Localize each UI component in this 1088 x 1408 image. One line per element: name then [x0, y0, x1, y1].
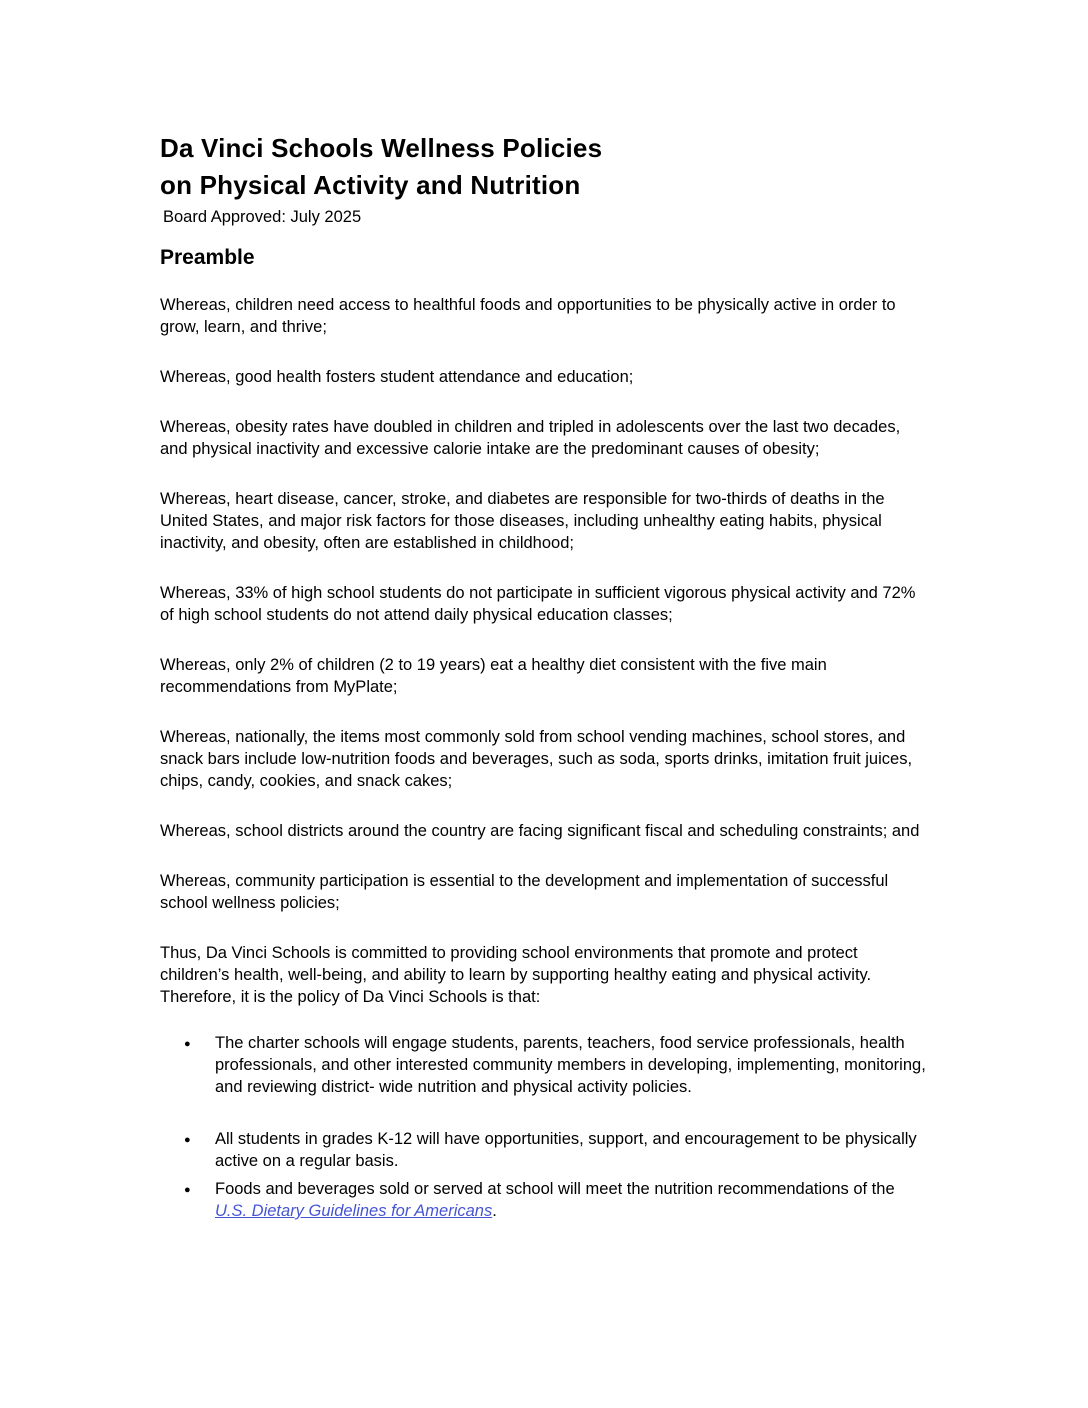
bullet-marker: ● [184, 1134, 191, 1146]
preamble-paragraph: Whereas, good health fosters student attendance and education; [160, 368, 634, 386]
list-item [160, 1128, 930, 1172]
bullet-text: . [492, 1202, 497, 1220]
board-approved-line: Board Approved: July 2025 [163, 208, 362, 226]
preamble-paragraph: Whereas, nationally, the items most commonly sold from school vending machines, school stores, and snack bars include low-nutrition foods and beverages, such as soda, sports drinks, imitation fruit juices, chips, candy, cookies, and snack cakes; [160, 728, 913, 790]
bullet-text: The charter schools will engage students, parents, teachers, food service professionals, health professionals, and other interested community members in developing, implementing, monitoring, and reviewing district- wide nutrition and physical activity policies. [215, 1034, 926, 1096]
preamble-paragraph: Thus, Da Vinci Schools is committed to providing school environments that promote and protect children’s health, well-being, and ability to learn by supporting healthy eating and physical activity. Therefore, it is the policy of Da Vinci Schools is that: [160, 944, 872, 1006]
list-item [160, 1178, 930, 1222]
bullet-text: All students in grades K-12 will have opportunities, support, and encouragement to be physically active on a regular basis. [215, 1130, 917, 1170]
preamble-paragraph: Whereas, obesity rates have doubled in children and tripled in adolescents over the last two decades, and physical inactivity and excessive calorie intake are the predominant causes of obesity; [160, 418, 901, 458]
dietary-guidelines-link[interactable]: U.S. Dietary Guidelines for Americans [215, 1202, 493, 1220]
bullet-marker: ● [184, 1184, 191, 1196]
bullet-marker: ● [184, 1038, 191, 1050]
preamble-paragraph: Whereas, heart disease, cancer, stroke, and diabetes are responsible for two-thirds of deaths in the United States, and major risk factors for those diseases, including unhealthy eating habits, physical inactivity, and obesity, often are established in childhood; [160, 490, 885, 552]
section-heading-preamble: Preamble [160, 246, 255, 269]
policy-bullet-list [160, 1032, 930, 1222]
document-title [160, 130, 930, 204]
bullet-text: Foods and beverages sold or served at school will meet the nutrition recommendations of the [215, 1180, 895, 1198]
preamble-paragraph: Whereas, community participation is essential to the development and implementation of successful school wellness policies; [160, 872, 889, 912]
preamble-paragraph: Whereas, children need access to healthful foods and opportunities to be physically active in order to grow, learn, and thrive; [160, 296, 896, 336]
preamble-paragraph: Whereas, only 2% of children (2 to 19 years) eat a healthy diet consistent with the five main recommendations from MyPlate; [160, 656, 827, 696]
preamble-paragraph: Whereas, school districts around the country are facing significant fiscal and scheduling constraints; and [160, 822, 920, 840]
document-title-line-1: Da Vinci Schools Wellness Policies [160, 133, 603, 163]
document-title-line-2: on Physical Activity and Nutrition [160, 170, 581, 200]
preamble-paragraph: Whereas, 33% of high school students do not participate in sufficient vigorous physical activity and 72% of high school students do not attend daily physical education classes; [160, 584, 916, 624]
list-item [160, 1032, 930, 1098]
